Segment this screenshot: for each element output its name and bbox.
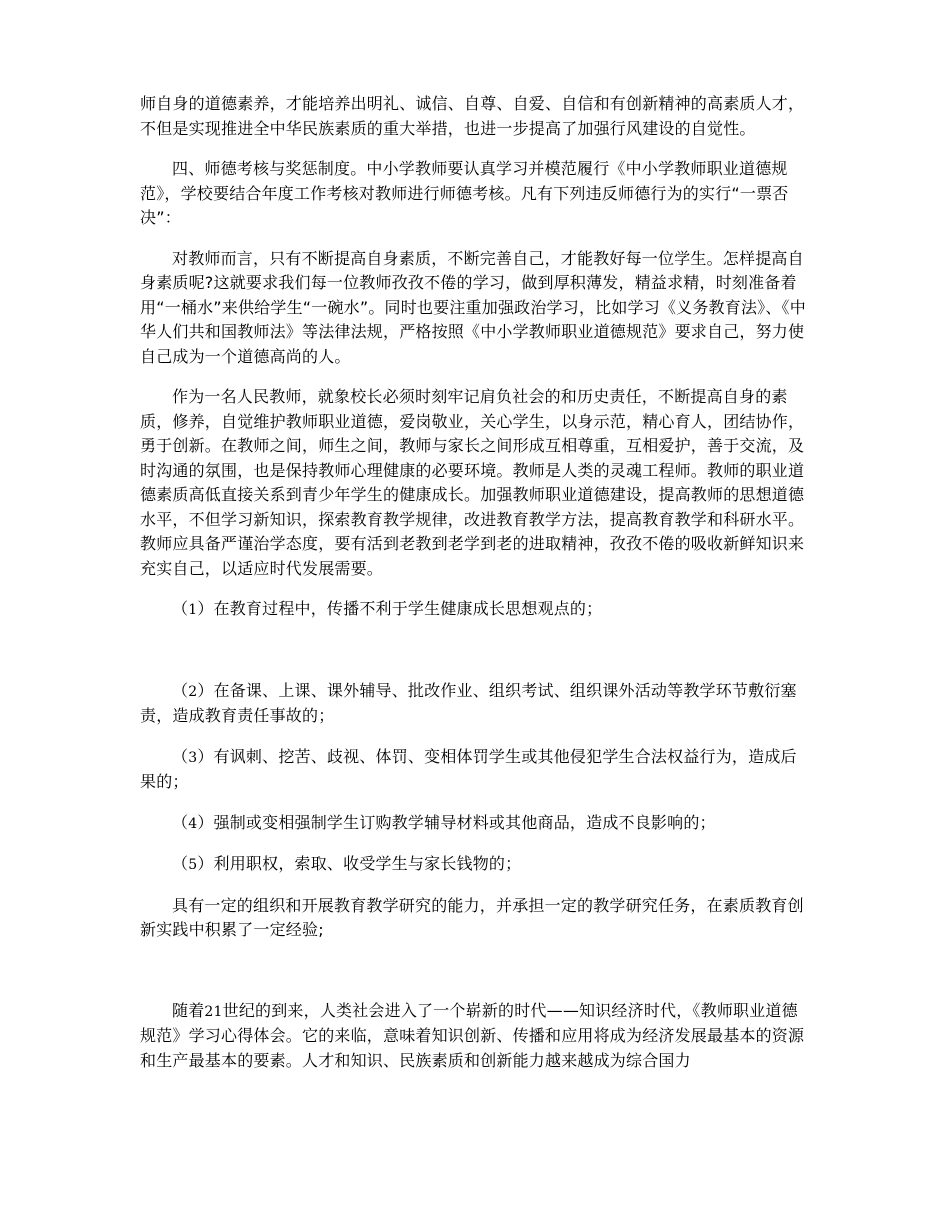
list-item-text: 强制或变相强制学生订购教学辅导材料或其他商品，造成不良影响的；: [213, 812, 716, 832]
list-item-3: （3）有讽刺、挖苦、歧视、体罚、变相体罚学生或其他侵犯学生合法权益行为，造成后果的；: [140, 746, 797, 791]
list-item-2: （2）在备课、上课、课外辅导、批改作业、组织考试、组织课外活动等教学环节敷衍塞责，造成教育责任事故的；: [140, 680, 797, 725]
paragraph-ethics-assessment: 四、师德考核与奖惩制度。中小学教师要认真学习并模范履行《中小学教师职业道德规范》，学校要结合年度工作考核对教师进行师德考核。凡有下列违反师德行为的实行“一票否决”：: [140, 159, 789, 227]
document-page: [140, 92, 812, 1073]
paragraph-body: 世纪的到来，人类社会进入了一个崭新的时代——知识经济时代，《教师职业道德规范》学习心得体会。它的来临，意味着知识创新、传播和应用将成为经济发展最基本的资源和生产最基本的要素。人才和知识、民族素质和创新能力越来越成为综合国力: [140, 1000, 805, 1070]
century-number: 21: [204, 1003, 223, 1020]
list-item-1: （1）在教育过程中，传播不利于学生健康成长思想观点的；: [172, 599, 603, 618]
list-number: 4: [188, 815, 198, 832]
list-item-text: 在教育过程中，传播不利于学生健康成长思想观点的；: [213, 599, 603, 618]
list-number: 5: [188, 857, 198, 873]
list-item-text: 有讽刺、挖苦、歧视、体罚、变相体罚学生或其他侵犯学生合法权益行为，造成后果的；: [140, 746, 797, 791]
list-item-5: （5）利用职权，索取、收受学生与家长钱物的；: [172, 854, 522, 873]
list-item-text: 利用职权，索取、收受学生与家长钱物的；: [213, 854, 522, 873]
paragraph-21st-century: [140, 999, 812, 1074]
list-item-text: 在备课、上课、课外辅导、批改作业、组织考试、组织课外活动等教学环节敷衍塞责，造成教育责任事故的；: [140, 680, 797, 725]
paragraph-self-improvement: 对教师而言，只有不断提高自身素质，不断完善自己，才能教好每一位学生。怎样提高自身素质呢?这就要求我们每一位教师孜孜不倦的学习，做到厚积薄发，精益求精，时刻准备着用“一桶水”来供给学生“一碗水”。同时也要注重加强政治学习，比如学习《义务教育法》、《中华人们共和国教师法》等法律法规，严格按照《中小学教师职业道德规范》要求自己，努力使自己成为一个道德高尚的人。: [140, 248, 806, 366]
list-number: 3: [188, 749, 198, 766]
paragraph-continuation: 师自身的道德素养，才能培养出明礼、诚信、自尊、自爱、自信和有创新精神的高素质人才，不但是实现推进全中华民族素质的重大举措，也进一步提高了加强行风建设的自觉性。: [140, 94, 805, 138]
list-number: 2: [188, 683, 198, 700]
paragraph-lead: 随着: [172, 1000, 205, 1020]
list-number: 1: [188, 602, 198, 618]
list-item-4: （4）强制或变相强制学生订购教学辅导材料或其他商品，造成不良影响的；: [172, 812, 716, 832]
paragraph-teacher-role: 作为一名人民教师，就象校长必须时刻牢记肩负社会的和历史责任，不断提高自身的素质，修养，自觉维护教师职业道德，爱岗敬业，关心学生，以身示范，精心育人，团结协作，勇于创新。在教师之间，师生之间，教师与家长之间形成互相尊重，互相爱护，善于交流，及时沟通的氛围，也是保持教师心理健康的必要环境。教师是人类的灵魂工程师。教师的职业道德素质高低直接关系到青少年学生的健康成长。加强教师职业道德建设，提高教师的思想道德水平，不但学习新知识，探索教育教学规律，改进教育教学方法，提高教育教学和科研水平。教师应具备严谨治学态度，要有活到老教到老学到老的进取精神，孜孜不倦的吸收新鲜知识来充实自己，以适应时代发展需要。: [140, 387, 805, 578]
paragraph-research-ability: 具有一定的组织和开展教育教学研究的能力，并承担一定的教学研究任务，在素质教育创新实践中积累了一定经验;: [140, 895, 804, 939]
